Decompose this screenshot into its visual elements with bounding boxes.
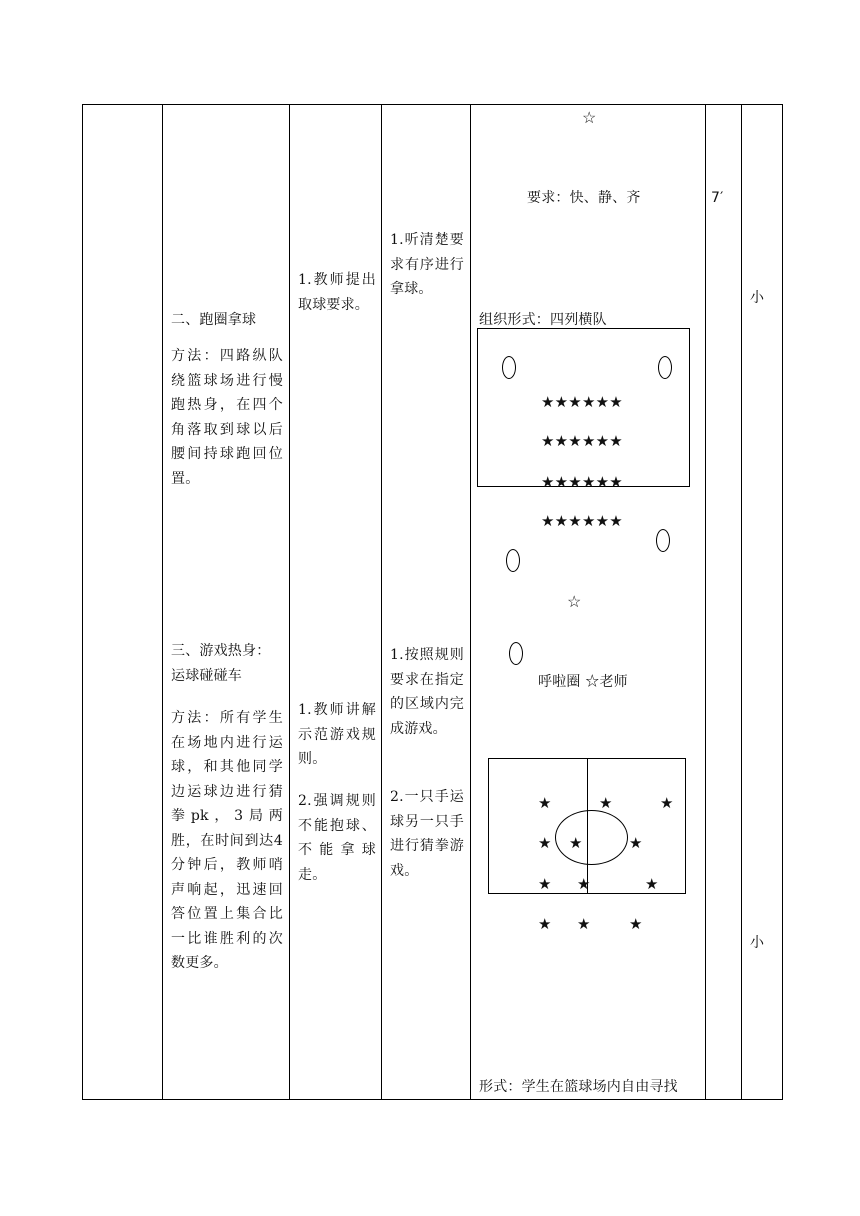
student-star: ★ <box>599 794 613 812</box>
hoop-ring-icon <box>506 549 520 572</box>
intensity-value: 小 <box>750 290 765 306</box>
teacher-item3-2: 2.强调规则不能抱球、不能拿球走。 <box>298 793 376 883</box>
student-star-row: ★★★★★★ <box>541 512 623 530</box>
hoop-ring-icon <box>502 356 516 379</box>
student-star: ★ <box>629 915 643 933</box>
student-star: ★ <box>538 834 552 852</box>
hoop-ring-icon <box>509 642 523 665</box>
student-star: ★ <box>538 875 552 893</box>
section2-method: 方法：四路纵队绕篮球场进行慢跑热身，在四个角落取到球以后腰间持球跑回位置。 <box>171 348 283 487</box>
teacher-star: ☆ <box>567 592 582 611</box>
student-item2: 1.听清楚要求有序进行拿球。 <box>390 232 464 297</box>
student-star: ★ <box>538 794 552 812</box>
column-divider <box>741 104 742 1100</box>
hoop-ring-icon <box>656 529 670 552</box>
bottom-form-text: 形式：学生在篮球场内自由寻找 <box>479 1079 678 1095</box>
column-divider <box>470 104 471 1100</box>
student-star-row: ★★★★★★ <box>541 393 623 411</box>
section2-title: 二、跑圈拿球 <box>171 312 257 328</box>
student-star: ★ <box>569 834 583 852</box>
hoop-ring-icon <box>658 356 672 379</box>
student-star: ★ <box>577 875 591 893</box>
teacher-item2: 1.教师提出取球要求。 <box>298 272 376 313</box>
student-item3-2: 2.一只手运球另一只手进行猜拳游戏。 <box>390 789 464 879</box>
student-star: ★ <box>629 834 643 852</box>
intensity-value: 小 <box>750 935 765 951</box>
student-star-row: ★★★★★★ <box>541 432 623 450</box>
requirement-text: 要求：快、静、齐 <box>527 190 641 206</box>
student-star: ★ <box>538 915 552 933</box>
column-divider <box>381 104 382 1100</box>
student-star: ★ <box>577 915 591 933</box>
diagram-legend: 呼啦圈 ☆老师 <box>538 674 628 690</box>
column-divider <box>705 104 706 1100</box>
column-divider <box>162 104 163 1100</box>
student-star: ★ <box>645 875 659 893</box>
formation-label: 组织形式：四列横队 <box>479 312 607 328</box>
teacher-item3-1: 1.教师讲解示范游戏规则。 <box>298 702 376 767</box>
column-divider <box>289 104 290 1100</box>
section3-method: 方法：所有学生在场地内进行运球，和其他同学边运球边进行猜拳pk，3局两胜，在时间到达4分钟后，教师哨声响起，迅速回答位置上集合比一比谁胜利的次数更多。 <box>171 710 283 971</box>
student-star: ★ <box>660 794 674 812</box>
student-star-row: ★★★★★★ <box>541 473 623 491</box>
court-center-circle <box>555 810 628 865</box>
time-value: 7′ <box>711 190 724 206</box>
student-item3-1: 1.按照规则要求在指定的区域内完成游戏。 <box>390 647 464 737</box>
teacher-star-top: ☆ <box>582 108 597 127</box>
section3-title: 三、游戏热身：运球碰碰车 <box>171 643 271 684</box>
